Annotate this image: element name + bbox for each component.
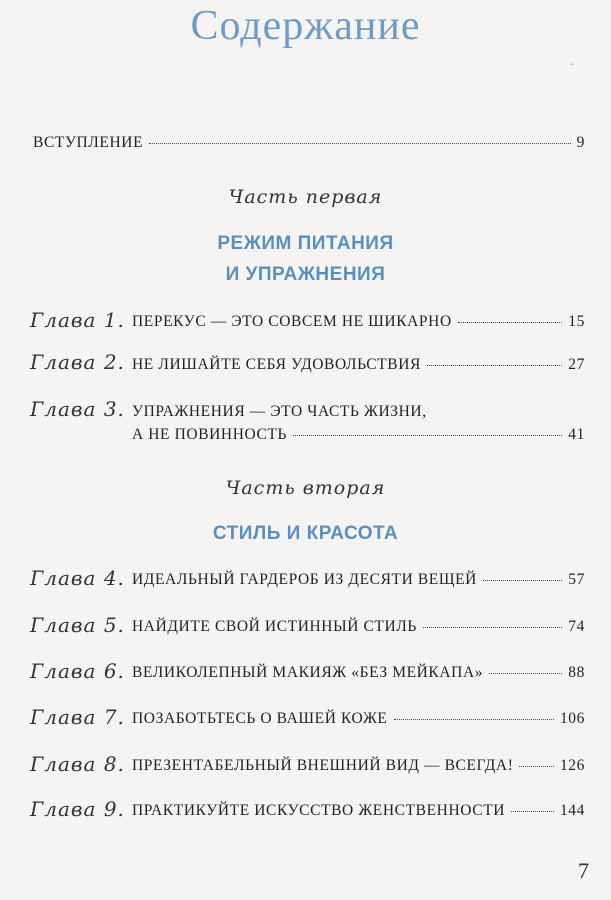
toc-entry-label: ПЕРЕКУС — ЭТО СОВСЕМ НЕ ШИКАРНО [132,313,452,330]
toc-entry-label: ПРАКТИКУЙТЕ ИСКУССТВО ЖЕНСТВЕННОСТИ [132,802,506,819]
toc-entry-label: А НЕ ПОВИННОСТЬ [132,426,288,443]
dot-leader [394,719,554,720]
toc-entry-chapter-1[interactable] [132,313,585,331]
paper-speck: ˆ [571,62,574,72]
toc-entry-page: 57 [568,571,585,588]
dot-leader [511,811,554,812]
chapter-prefix: Глава 1. [30,308,125,332]
section-title-line2: И УПРАЖНЕНИЯ [225,264,386,285]
chapter-prefix: Глава 5. [30,613,125,637]
part-heading: Часть вторая [225,477,386,499]
toc-entry-label: ПРЕЗЕНТАБЕЛЬНЫЙ ВНЕШНИЙ ВИД — ВСЕГДА! [132,757,514,774]
chapter-prefix: Глава 2. [30,350,125,374]
toc-entry-label: ВСТУПЛЕНИЕ [33,134,144,151]
toc-entry-chapter-9[interactable] [132,802,585,820]
dot-leader [458,322,563,323]
chapter-prefix: Глава 9. [30,797,125,821]
section-title-line1: РЕЖИМ ПИТАНИЯ [217,233,394,254]
toc-entry-label: НАЙДИТЕ СВОЙ ИСТИННЫЙ СТИЛЬ [132,618,417,635]
part-heading: Часть первая [228,186,383,208]
toc-entry-chapter-8[interactable] [132,757,585,775]
toc-entry-chapter-4[interactable] [132,571,585,589]
toc-entry-chapter-2[interactable] [132,356,585,374]
toc-entry-chapter-6[interactable] [132,664,585,682]
dot-leader [423,627,562,628]
chapter-prefix: Глава 3. [30,397,125,421]
toc-entry-page: 106 [559,710,585,727]
dot-leader [519,766,553,767]
page-number: 7 [578,858,589,883]
toc-entry-intro[interactable] [33,134,585,152]
toc-entry-page: 15 [568,313,585,330]
toc-entry-page: 126 [559,757,585,774]
toc-entry-chapter-7[interactable] [132,710,585,728]
page-title: Содержание [190,3,421,49]
dot-leader [293,435,562,436]
chapter-prefix: Глава 6. [30,659,125,683]
section-title: СТИЛЬ И КРАСОТА [212,523,399,544]
toc-entry-page: 41 [568,426,585,443]
dot-leader [489,673,562,674]
toc-entry-page: 88 [568,664,585,681]
dot-leader [149,143,570,144]
toc-entry-page: 9 [576,134,585,151]
toc-entry-chapter-3[interactable] [132,426,585,444]
toc-entry-label: ПОЗАБОТЬТЕСЬ О ВАШЕЙ КОЖЕ [132,710,388,727]
chapter-prefix: Глава 4. [30,566,125,590]
toc-entry-page: 144 [559,802,585,819]
toc-entry-label-line1: УПРАЖНЕНИЯ — ЭТО ЧАСТЬ ЖИЗНИ, [132,403,427,420]
chapter-prefix: Глава 7. [30,705,125,729]
toc-entry-page: 27 [568,356,585,373]
toc-entry-label: ВЕЛИКОЛЕПНЫЙ МАКИЯЖ «БЕЗ МЕЙКАПА» [132,664,484,681]
toc-entry-chapter-5[interactable] [132,618,585,636]
toc-entry-label: ИДЕАЛЬНЫЙ ГАРДЕРОБ ИЗ ДЕСЯТИ ВЕЩЕЙ [132,571,477,588]
dot-leader [427,365,562,366]
toc-entry-page: 74 [568,618,585,635]
dot-leader [483,580,562,581]
chapter-prefix: Глава 8. [30,752,125,776]
toc-entry-label: НЕ ЛИШАЙТЕ СЕБЯ УДОВОЛЬСТВИЯ [132,356,421,373]
